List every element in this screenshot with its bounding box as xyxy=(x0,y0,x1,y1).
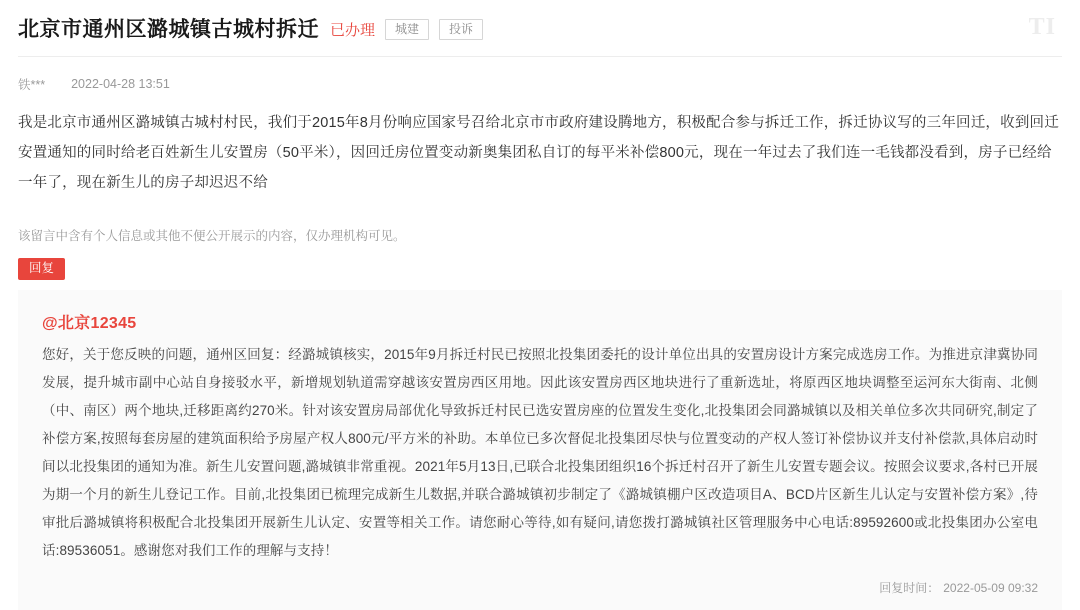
status-badge: 已办理 xyxy=(330,22,376,40)
post-datetime: 2022-04-28 13:51 xyxy=(71,77,170,92)
page-header xyxy=(18,0,1062,56)
reply-author: @北京12345 xyxy=(42,314,137,332)
tag-category[interactable]: 城建 xyxy=(385,19,429,40)
reply-time-row xyxy=(42,565,1038,598)
reply-time-value: 2022-05-09 09:32 xyxy=(943,581,1038,596)
reply-badge: 回复 xyxy=(18,258,65,280)
privacy-notice: 该留言中含有个人信息或其他不便公开展示的内容，仅办理机构可见。 xyxy=(18,229,406,244)
tag-type[interactable]: 投诉 xyxy=(439,19,483,40)
reply-box xyxy=(18,290,1062,610)
post-meta xyxy=(18,57,1062,103)
post-content: 我是北京市通州区潞城镇古城村村民，我们于2015年8月份响应国家号召给北京市市政府建设腾地方，积极配合参与拆迁工作，拆迁协议写的三年回迁，收到回迁安置通知的同时给老百姓新生儿安置房（50平米），因回迁房位置变动新奥集团私自订的每平米补偿800元，现在一年过去了我们连一毛钱都没看到，房子已经给一年了，现在新生儿的房子却迟迟不给 xyxy=(18,115,1059,191)
page-title: 北京市通州区潞城镇古城村拆迁 xyxy=(18,18,319,41)
reply-time-label: 回复时间： xyxy=(879,581,940,596)
reply-badge-row xyxy=(18,258,1062,280)
post-author: 铁*** xyxy=(18,78,46,93)
reply-content: 您好，关于您反映的问题，通州区回复：经潞城镇核实，2015年9月拆迁村民已按照北投集团委托的设计单位出具的安置房设计方案完成选房工作。为推进京津冀协同发展，提升城市副中心站自身接驳水平，新增规划轨道需穿越该安置房西区用地。因此该安置房西区地块进行了重新选址，将原西区地块调整至运河东大街南、北侧（中、南区）两个地块,迁移距离约270米。针对该安置房局部优化导致拆迁村民已选安置房座的位置发生变化,北投集团会同潞城镇以及相关单位多次共同研究,制定了补偿方案,按照每套房屋的建筑面积给予房屋产权人800元/平方米的补助。本单位已多次督促北投集团尽快与位置变动的产权人签订补偿协议并支付补偿款,具体启动时间以北投集团的通知为准。新生儿安置问题,潞城镇非常重视。2021年5月13日,已联合北投集团组织16个拆迁村召开了新生儿安置专题会议。按照会议要求,各村已开展为期一个月的新生儿登记工作。目前,北投集团已梳理完成新生儿数据,并联合潞城镇初步制定了《潞城镇棚户区改造项目A、BCD片区新生儿认定与安置补偿方案》,待审批后潞城镇将积极配合北投集团开展新生儿认定、安置等相关工作。请您耐心等待,如有疑问,请您拨打潞城镇社区管理服务中心电话:89592600或北投集团办公室电话:89536051。感谢您对我们工作的理解与支持！ xyxy=(42,346,1038,559)
watermark: TI xyxy=(1028,14,1056,40)
